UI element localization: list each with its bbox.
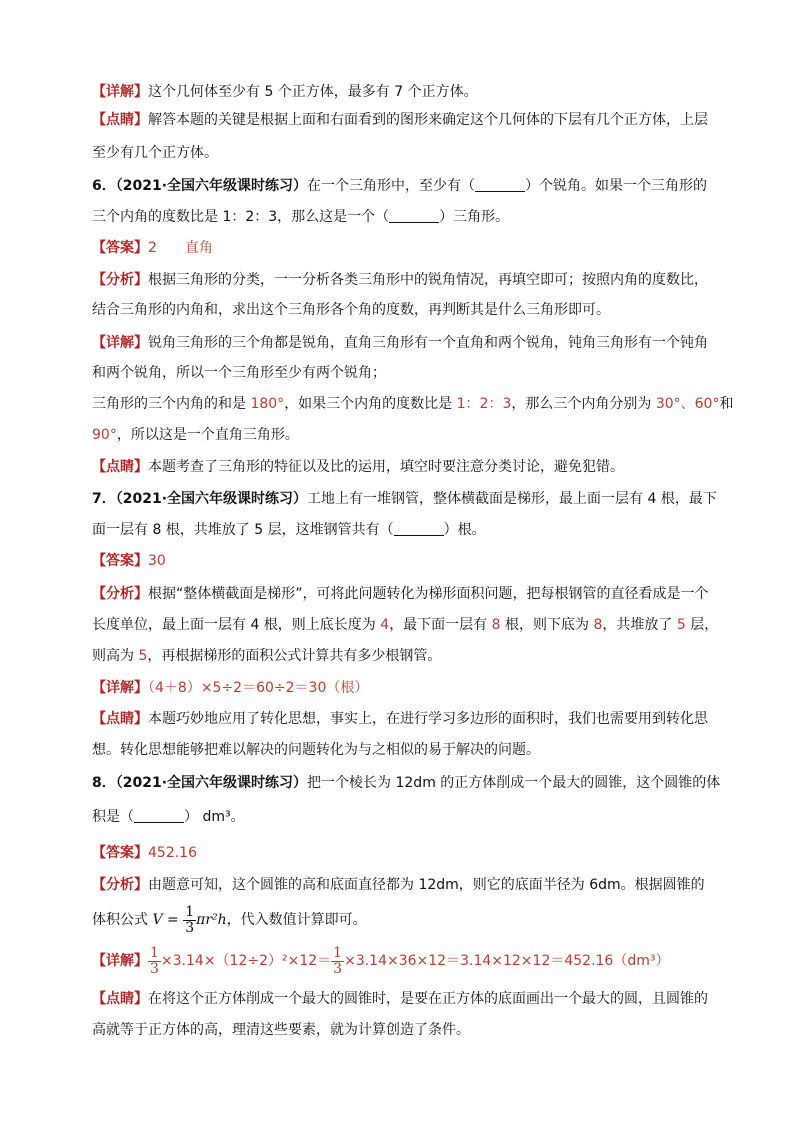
detail-tag: 【详解】	[92, 680, 148, 696]
q8-analysis-2	[92, 904, 367, 936]
q7-stem	[92, 489, 717, 509]
q7-analysis-2f: 8	[593, 617, 603, 633]
q7-point	[92, 709, 708, 729]
q7-analysis-3	[92, 646, 441, 666]
q6-blank-1	[475, 177, 525, 192]
formula-v: V	[152, 912, 163, 928]
q7-point-2	[92, 740, 540, 760]
q7-stem-2a: 面一层有 8 根，共堆放了 5 层，这堆钢管共有（	[92, 522, 394, 538]
q6-detail-text-1: 锐角三角形的三个角都是锐角，直角三角形有一个直角和两个锐角，钝角三角形有一个钝角	[148, 335, 708, 351]
q7-analysis-2a: 长度单位，最上面一层有 4 根，则上底长度为	[92, 617, 381, 633]
q8-point-text-1: 在将这个正方体削成一个最大的圆锥时，是要在正方体的底面画出一个最大的圆，且圆锥的	[148, 991, 708, 1007]
q8-answer	[92, 843, 197, 863]
q7-analysis-3c: ，再根据梯形的面积公式计算共有多少根钢管。	[147, 648, 442, 664]
q6-analysis-2	[92, 300, 610, 320]
q7-analysis-2g: ，共堆放了	[602, 617, 677, 633]
q8-answer-text: 452.16	[148, 845, 197, 861]
point-tag: 【点睛】	[92, 711, 148, 727]
q8-blank	[134, 808, 184, 823]
point-tag: 【点睛】	[92, 112, 148, 128]
q7-detail	[92, 678, 368, 698]
q7-analysis-text-1: 根据“整体横截面是梯形”，可将此问题转化为梯形面积问题，把每根钢管的直径看成是一个	[148, 586, 709, 602]
q8-analysis-2b: ，代入数值计算即可。	[226, 912, 367, 928]
q8-stem-2	[92, 807, 245, 827]
q7-analysis-2h: 5	[676, 617, 686, 633]
q6-detail-3f: 30°、60°	[655, 396, 720, 412]
answer-tag: 【答案】	[92, 240, 148, 256]
q8-analysis-2a: 体积公式	[92, 912, 153, 928]
q8-detail-b: ×3.14×36×12＝3.14×12×12＝452.16（dm³）	[344, 953, 670, 969]
q8-point-2	[92, 1020, 470, 1040]
q6-detail-3	[92, 394, 733, 414]
q7-number: 7．	[92, 491, 116, 507]
q6-detail-3d: 1：2：3	[456, 396, 512, 412]
q7-analysis-3a: 则高为	[92, 648, 139, 664]
fraction-numerator: 1	[333, 944, 343, 961]
q8-source: （2021·全国六年级课时练习）	[115, 775, 308, 791]
q6-point	[92, 457, 624, 477]
detail-tag: 【详解】	[92, 84, 148, 100]
q8-point	[92, 989, 708, 1009]
detail-tag: 【详解】	[92, 953, 148, 969]
q7-stem-1: 工地上有一堆钢管，整体横截面是梯形，最上面一层有 4 根，最下	[307, 491, 717, 507]
q6-analysis	[92, 270, 708, 290]
fraction-numerator: 1	[185, 903, 195, 920]
analysis-tag: 【分析】	[92, 272, 148, 288]
q7-point-text-2: 想。转化思想能够把难以解决的问题转化为与之相似的易于解决的问题。	[92, 742, 540, 758]
detail-fraction-2	[331, 946, 344, 977]
q5-detail	[92, 82, 478, 102]
analysis-tag: 【分析】	[92, 586, 148, 602]
q8-stem-2a: 积是（	[92, 809, 134, 825]
q7-blank	[394, 521, 444, 536]
q6-detail-3e: ，那么三个内角分别为	[511, 396, 656, 412]
q6-stem-1b: ）个锐角。如果一个三角形的	[525, 178, 708, 194]
q7-stem-2	[92, 520, 486, 540]
q6-detail-3g: 和	[719, 396, 734, 412]
formula-rest: πr²h	[196, 912, 227, 928]
formula-eq: =	[162, 912, 184, 928]
q6-detail-3c: ，如果三个内角的度数比是	[284, 396, 457, 412]
q6-blank-2	[389, 208, 439, 223]
q8-analysis	[92, 875, 705, 895]
q7-analysis-2d: 8	[491, 617, 501, 633]
q6-detail-text-2: 和两个锐角，所以一个三角形至少有两个锐角；	[92, 365, 386, 381]
q7-analysis-2i: 层，	[685, 617, 719, 633]
formula-fraction	[183, 905, 196, 936]
q6-point-text: 本题考查了三角形的特征以及比的运用，填空时要注意分类讨论，避免犯错。	[148, 459, 624, 475]
q8-number: 8．	[92, 775, 116, 791]
q6-detail-3a: 三角形的三个内角的和是	[92, 396, 251, 412]
q7-analysis	[92, 584, 709, 604]
q7-answer	[92, 551, 166, 571]
detail-fraction-1	[148, 946, 161, 977]
q6-number: 6．	[92, 178, 116, 194]
q8-point-text-2: 高就等于正方体的高，理清这些要素，就为计算创造了条件。	[92, 1022, 470, 1038]
q7-analysis-3b: 5	[138, 648, 148, 664]
q6-answer-text: 2 直角	[148, 240, 213, 256]
point-tag: 【点睛】	[92, 459, 148, 475]
q8-detail-a: ×3.14×（12÷2）²×12＝	[160, 953, 332, 969]
q7-analysis-2c: ，最下面一层有	[389, 617, 492, 633]
q5-point	[92, 110, 708, 130]
q7-analysis-2b: 4	[380, 617, 390, 633]
q7-source: （2021·全国六年级课时练习）	[115, 491, 308, 507]
q6-stem-2	[92, 207, 509, 227]
point-tag: 【点睛】	[92, 991, 148, 1007]
q6-detail-2	[92, 363, 386, 383]
q6-analysis-text-2: 结合三角形的内角和，求出这个三角形各个角的度数，再判断其是什么三角形即可。	[92, 302, 610, 318]
analysis-tag: 【分析】	[92, 877, 148, 893]
fraction-numerator: 1	[150, 944, 159, 961]
q7-point-text-1: 本题巧妙地应用了转化思想，事实上，在进行学习多边形的面积时，我们也需要用到转化思	[148, 711, 708, 727]
q5-point-text-2: 至少有几个正方体。	[92, 145, 218, 161]
q5-point-text-1: 解答本题的关键是根据上面和右面看到的图形来确定这个几何体的下层有几个正方体，上层	[148, 112, 708, 128]
answer-tag: 【答案】	[92, 845, 148, 861]
q6-stem-2a: 三个内角的度数比是 1：2：3，那么这是一个（	[92, 209, 390, 225]
fraction-denominator: 3	[333, 960, 343, 977]
fraction-denominator: 3	[185, 919, 195, 936]
q5-detail-text: 这个几何体至少有 5 个正方体，最多有 7 个正方体。	[148, 84, 478, 100]
q6-stem	[92, 176, 707, 196]
detail-tag: 【详解】	[92, 335, 148, 351]
q6-detail-3b: 180°	[250, 396, 285, 412]
q7-stem-2b: ）根。	[443, 522, 486, 538]
answer-tag: 【答案】	[92, 553, 148, 569]
q8-stem	[92, 773, 720, 793]
q7-detail-text: （4＋8）×5÷2＝60÷2＝30（根）	[148, 680, 369, 696]
q6-detail-4	[92, 425, 299, 445]
q8-stem-1: 把一个棱长为 12dm 的正方体削成一个最大的圆锥，这个圆锥的体	[307, 775, 721, 791]
q8-detail	[92, 944, 669, 978]
q6-analysis-text-1: 根据三角形的分类，一一分析各类三角形中的锐角情况，再填空即可；按照内角的度数比，	[148, 272, 708, 288]
q6-answer	[92, 238, 213, 258]
q8-stem-2b: ） dm³。	[184, 809, 245, 825]
q6-detail-4a: 90°	[92, 427, 117, 443]
q6-detail	[92, 333, 708, 353]
q8-analysis-text-1: 由题意可知，这个圆锥的高和底面直径都为 12dm，则它的底面半径为 6dm。根据圆锥的	[148, 877, 705, 893]
q7-answer-text: 30	[148, 553, 166, 569]
q6-stem-2b: ）三角形。	[439, 209, 510, 225]
q6-stem-1a: 在一个三角形中，至少有（	[307, 178, 476, 194]
q7-analysis-2	[92, 615, 718, 635]
q7-analysis-2e: 根，则下底为	[500, 617, 594, 633]
q6-detail-4b: ，所以这是一个直角三角形。	[116, 427, 299, 443]
q5-point-2	[92, 143, 218, 163]
q6-source: （2021·全国六年级课时练习）	[115, 178, 308, 194]
fraction-denominator: 3	[150, 960, 159, 977]
